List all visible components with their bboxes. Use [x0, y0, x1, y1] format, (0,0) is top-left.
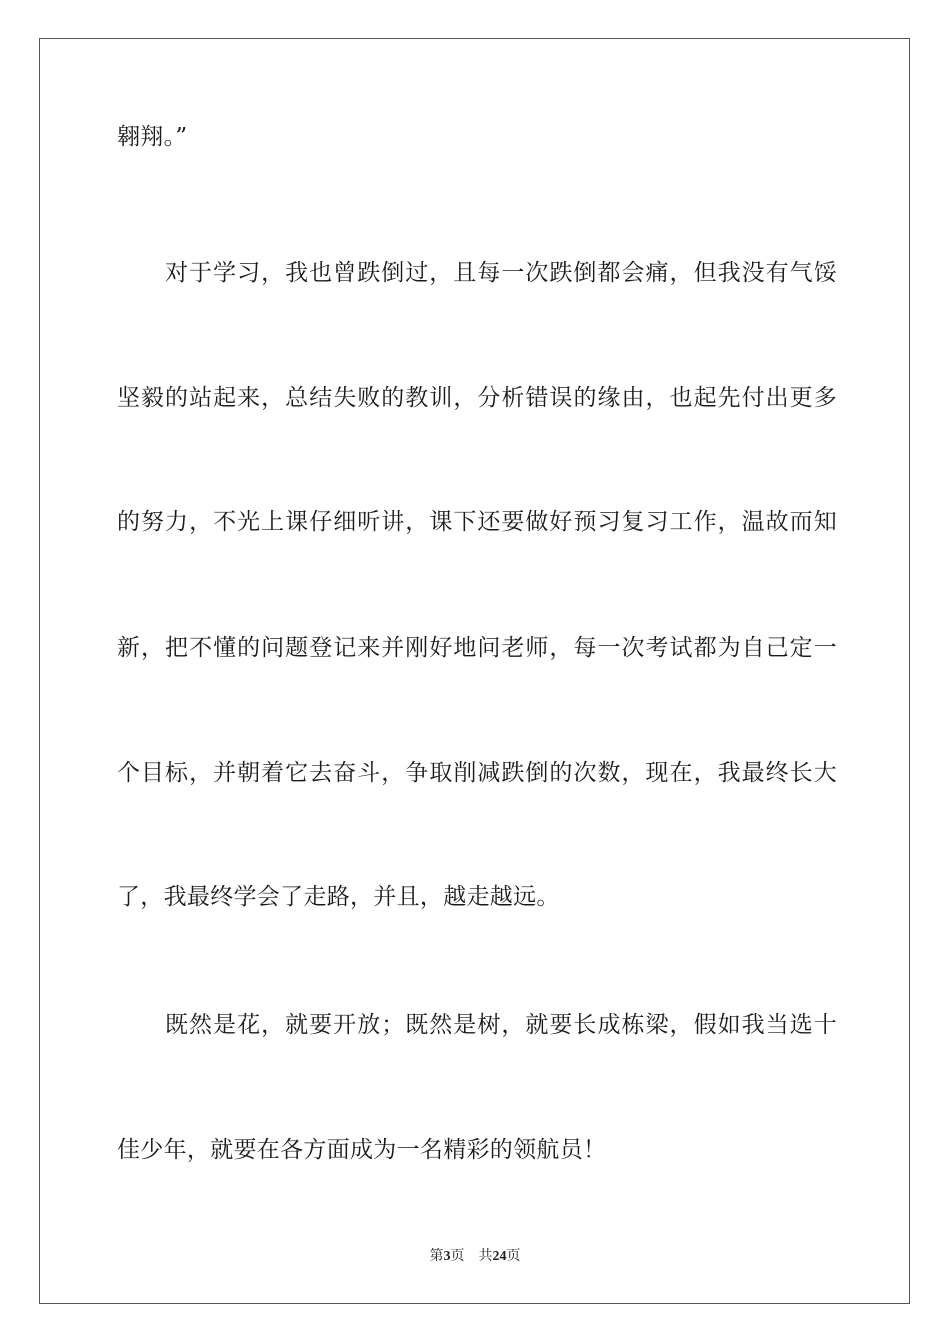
- paragraph-line-2: 对于学习，我也曾跌倒过，且每一次跌倒都会痛，但我没有气馁: [165, 260, 837, 286]
- paragraph-line-6: 个目标，并朝着它去奋斗，争取削减跌倒的次数，现在，我最终长大: [117, 760, 837, 786]
- page-border: [39, 38, 910, 1304]
- footer-total-suffix: 页: [506, 1249, 521, 1264]
- paragraph-line-3: 坚毅的站起来，总结失败的教训，分析错误的缘由，也起先付出更多: [117, 385, 837, 411]
- paragraph-line-1: 翱翔。”: [117, 124, 188, 150]
- paragraph-line-9: 佳少年，就要在各方面成为一名精彩的领航员！: [117, 1137, 607, 1163]
- footer-total-number: 24: [492, 1249, 507, 1264]
- paragraph-line-8: 既然是花，就要开放；既然是树，就要长成栋梁，假如我当选十: [165, 1012, 837, 1038]
- paragraph-line-5: 新，把不懂的问题登记来并刚好地问老师，每一次考试都为自己定一: [117, 635, 837, 661]
- paragraph-line-7: 了，我最终学会了走路，并且，越走越远。: [117, 884, 560, 910]
- footer-page-suffix: 页: [450, 1249, 465, 1264]
- page-footer: [0, 1248, 950, 1266]
- paragraph-line-4: 的努力，不光上课仔细听讲，课下还要做好预习复习工作，温故而知: [117, 509, 837, 535]
- footer-page-number: 3: [443, 1249, 451, 1264]
- footer-total-prefix: 共: [478, 1249, 493, 1264]
- footer-page-prefix: 第: [429, 1249, 444, 1264]
